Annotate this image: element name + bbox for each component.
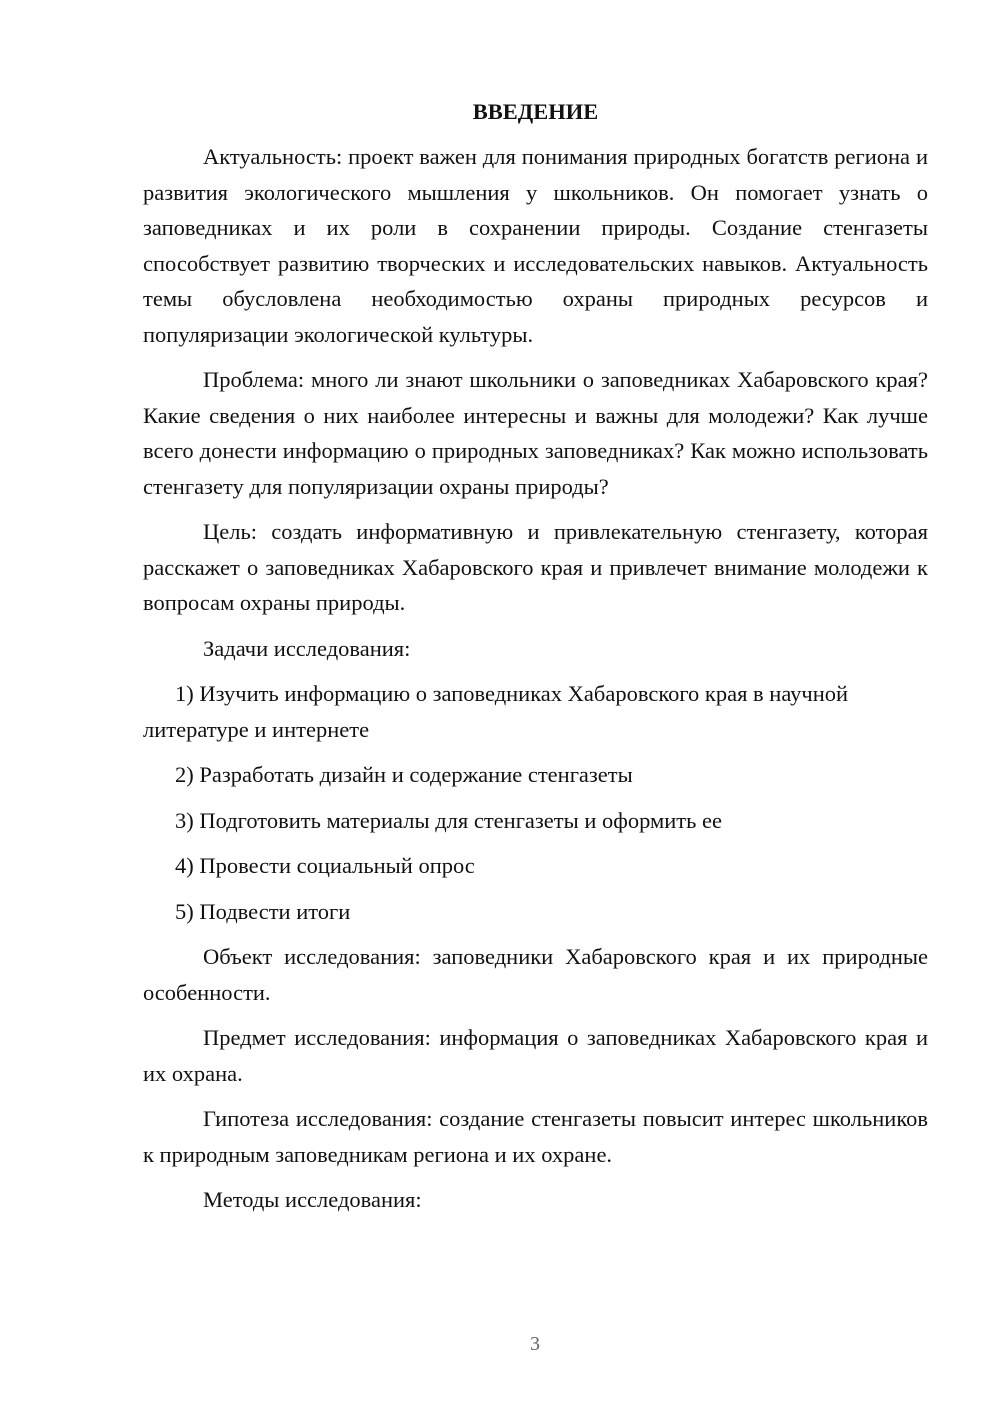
list-item: 1) Изучить информацию о заповедниках Хабаровского края в научной литературе и интернете	[143, 681, 849, 742]
paragraph-goal: Цель: создать информативную и привлекательную стенгазету, которая расскажет о заповедниках Хабаровского края и привлечет внимание молодежи к вопросам охраны природы.	[143, 519, 928, 615]
paragraph-problem: Проблема: много ли знают школьники о заповедниках Хабаровского края? Какие сведения о них наиболее интересны и важны для молодежи? Как лучше всего донести информацию о природных заповедниках? Как можно использовать стенгазету для популяризации охраны природы?	[143, 367, 928, 499]
paragraph-subject: Предмет исследования: информация о заповедниках Хабаровского края и их охрана.	[143, 1025, 928, 1086]
list-item: 4) Провести социальный опрос	[175, 853, 475, 878]
tasks-heading: Задачи исследования:	[203, 635, 411, 661]
page-title: ВВЕДЕНИЕ	[472, 99, 599, 124]
paragraph-relevance: Актуальность: проект важен для понимания природных богатств региона и развития экологического мышления у школьников. Он помогает узнать о заповедниках и их роли в сохранении природы. Создание стенгазеты способствует развитию творческих и исследовательских навыков. Актуальность темы обусловлена необходимостью охраны природных ресурсов и популяризации экологической культуры.	[143, 144, 928, 347]
methods-heading: Методы исследования:	[203, 1187, 422, 1212]
tasks-list	[143, 676, 928, 929]
document-page	[143, 94, 928, 1228]
page-number: 3	[530, 1333, 540, 1355]
list-item: 5) Подвести итоги	[175, 898, 351, 924]
paragraph-hypothesis: Гипотеза исследования: создание стенгазеты повысит интерес школьников к природным заповедникам региона и их охране.	[143, 1106, 928, 1167]
list-item: 2) Разработать дизайн и содержание стенгазеты	[175, 762, 633, 787]
paragraph-object: Объект исследования: заповедники Хабаровского края и их природные особенности.	[143, 944, 928, 1005]
list-item: 3) Подготовить материалы для стенгазеты и оформить ее	[175, 807, 722, 833]
